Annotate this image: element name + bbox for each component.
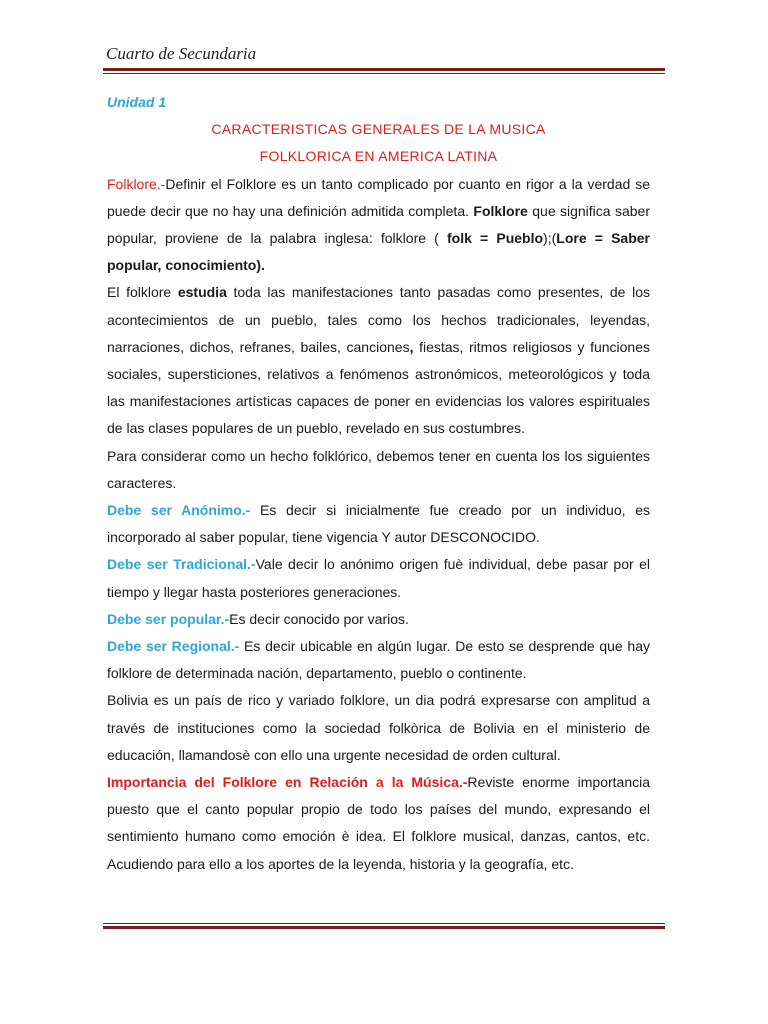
title-line-1: CARACTERISTICAS GENERALES DE LA MUSICA — [211, 121, 546, 138]
term-anonimo: Debe ser Anónimo.- — [107, 502, 251, 519]
header-rule-thin — [103, 73, 665, 74]
bold-comma: , — [409, 338, 414, 355]
text-segment: Reviste enorme importancia puesto que el canto popular propio de todo los países del mundo, expresando el sentimiento humano como emoción è idea. El folklore musical, danzas, cantos, etc. Acudiendo para ello a los aportes de la leyenda, historia y la geografía, etc. — [107, 774, 650, 872]
footer-rule-thick — [103, 926, 665, 929]
bold-term: Lore = Saber popular, conocimiento). — [107, 230, 650, 274]
text-segment: El folklore — [107, 284, 178, 301]
text-segment: Definir el Folklore es un tanto complicado por cuanto en rigor a la verdad se puede decir que no hay una definición admitida completa. — [107, 175, 650, 219]
bold-term: Folklore — [473, 202, 528, 219]
term-tradicional: Debe ser Tradicional.- — [107, 556, 256, 573]
text-segment: Es decir ubicable en algún lugar. De esto se desprende que hay folklore de determinada nación, departamento, pueblo o continente. — [107, 638, 650, 682]
document-body — [107, 89, 650, 878]
text-segment: fiestas, ritmos religiosos y funciones sociales, supersticiones, relativos a fenómenos astronómicos, meteorológicos y toda las manifestaciones artísticas capaces de poner en evidencias los valores espirituales de las clases populares de un pueblo, revelado en sus costumbres. — [107, 338, 651, 437]
text-segment: Es decir si inicialmente fue creado por un individuo, es incorporado al saber popular, tiene vigencia Y autor DESCONOCIDO. — [107, 502, 650, 546]
footer-rule-thin — [103, 923, 665, 924]
unit-label: Unidad 1 — [107, 94, 167, 110]
text-segment: Vale decir lo anónimo origen fuè individual, debe pasar por el tiempo y llegar hasta posteriores generaciones. — [107, 556, 650, 600]
header-rule-thick — [103, 68, 665, 71]
term-folklore: Folklore.- — [107, 175, 166, 192]
paragraph-folklore-definition — [107, 171, 650, 280]
paragraph-importance — [107, 769, 650, 878]
paragraph-bolivia: Bolivia es un país de rico y variado folklore, un dia podrá expresarse con amplitud a través de instituciones como la sociedad folkòrica de Bolivia en el ministerio de educación, llamandosè con ello una urgente necesidad de orden cultural. — [107, 692, 650, 763]
text-segment: toda las manifestaciones tanto pasadas como presentes, de los acontecimientos de un pueblo, tales como los hechos tradicionales, leyendas, narraciones, dichos, refranes, bailes, canciones — [107, 284, 650, 355]
paragraph-popular — [107, 606, 650, 633]
page-header: Cuarto de Secundaria — [106, 44, 257, 63]
paragraph-anonimo — [107, 497, 650, 551]
paragraph-folklore-study — [107, 279, 650, 442]
text-segment: Es decir conocido por varios. — [229, 610, 409, 627]
term-popular: Debe ser popular.- — [107, 610, 230, 627]
paragraph-tradicional — [107, 551, 650, 605]
paragraph-regional — [107, 633, 650, 687]
bold-term: folk = Pueblo — [447, 230, 544, 247]
bold-term: estudia — [177, 284, 227, 301]
title-line-2: FOLKLORICA EN AMERICA LATINA — [259, 148, 498, 165]
term-regional: Debe ser Regional.- — [107, 638, 240, 655]
text-segment: que significa saber popular, proviene de la palabra inglesa: folklore ( — [107, 202, 650, 247]
term-importancia: Importancia del Folklore en Relación a la Música.- — [107, 774, 468, 791]
paragraph-characteristics-intro: Para considerar como un hecho folklórico, debemos tener en cuenta los los siguientes caracteres. — [107, 447, 650, 491]
text-segment: );( — [543, 230, 557, 247]
